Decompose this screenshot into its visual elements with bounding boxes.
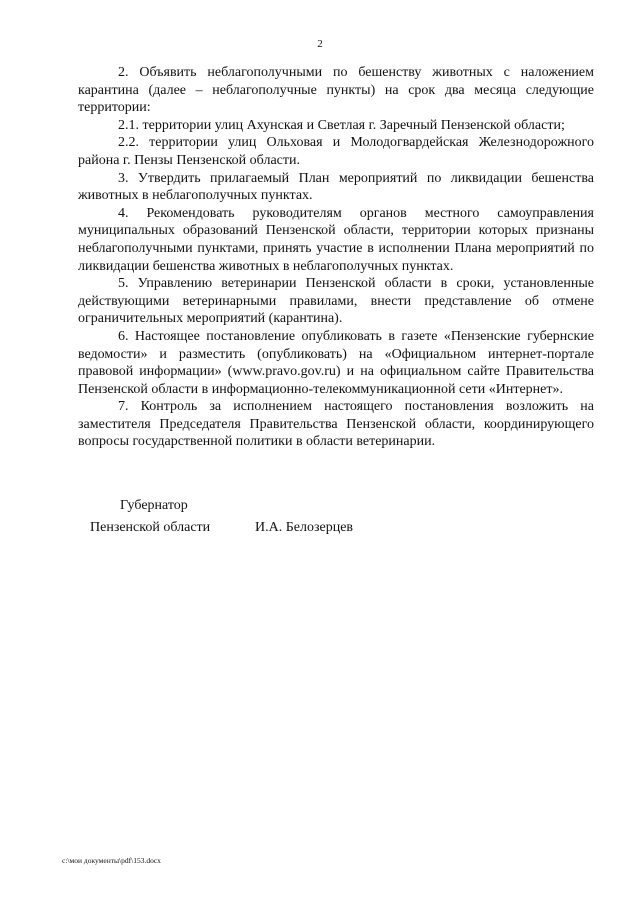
paragraph-3: 3. Утвердить прилагаемый План мероприятий по ликвидации бешенства животных в неблагополучных пунктах. <box>78 170 594 204</box>
document-body <box>78 64 594 451</box>
paragraph-2-2: 2.2. территории улиц Ольховая и Молодогвардейская Железнодорожного района г. Пензы Пензенской области. <box>78 135 594 168</box>
paragraph-7: 7. Контроль за исполнением настоящего постановления возложить на заместителя Председателя Правительства Пензенской области, координирующего вопросы государственной политики в области ветеринарии. <box>78 399 594 450</box>
signatory-title: Губернатор <box>120 498 188 513</box>
paragraph-2: 2. Объявить неблагополучными по бешенству животных с наложением карантина (далее – неблагополучные пункты) на срок два месяца следующие территории: <box>78 65 594 116</box>
signature-block <box>90 495 490 539</box>
paragraph-2-1: 2.1. территории улиц Ахунская и Светлая г. Заречный Пензенской области; <box>118 117 565 133</box>
paragraph-6: 6. Настоящее постановление опубликовать в газете «Пензенские губернские ведомости» и разместить (опубликовать) на «Официальном интернет-портале правовой информации» (www.pravo.gov.ru) и на официальном сайте Правительства Пензенской области в информационно-телекоммуникационной сети «Интернет». <box>78 328 594 397</box>
signature-row <box>90 517 490 539</box>
paragraph-4: 4. Рекомендовать руководителям органов местного самоуправления муниципальных образований Пензенской области, территории которых признаны неблагополучными пунктами, принять участие в исполнении Плана мероприятий по ликвидации бешенства животных в неблагополучных пунктах. <box>78 205 594 274</box>
signatory-name: И.А. Белозерцев <box>255 520 354 535</box>
signatory-region: Пензенской области <box>90 520 211 535</box>
page-number: 2 <box>317 38 323 50</box>
paragraph-5: 5. Управлению ветеринарии Пензенской области в сроки, установленные действующими ветеринарными правилами, внести представление об отмене ограничительных мероприятий (карантина). <box>78 276 594 327</box>
footer-file-path: c:\мои документы\pdf\153.docx <box>62 856 161 865</box>
